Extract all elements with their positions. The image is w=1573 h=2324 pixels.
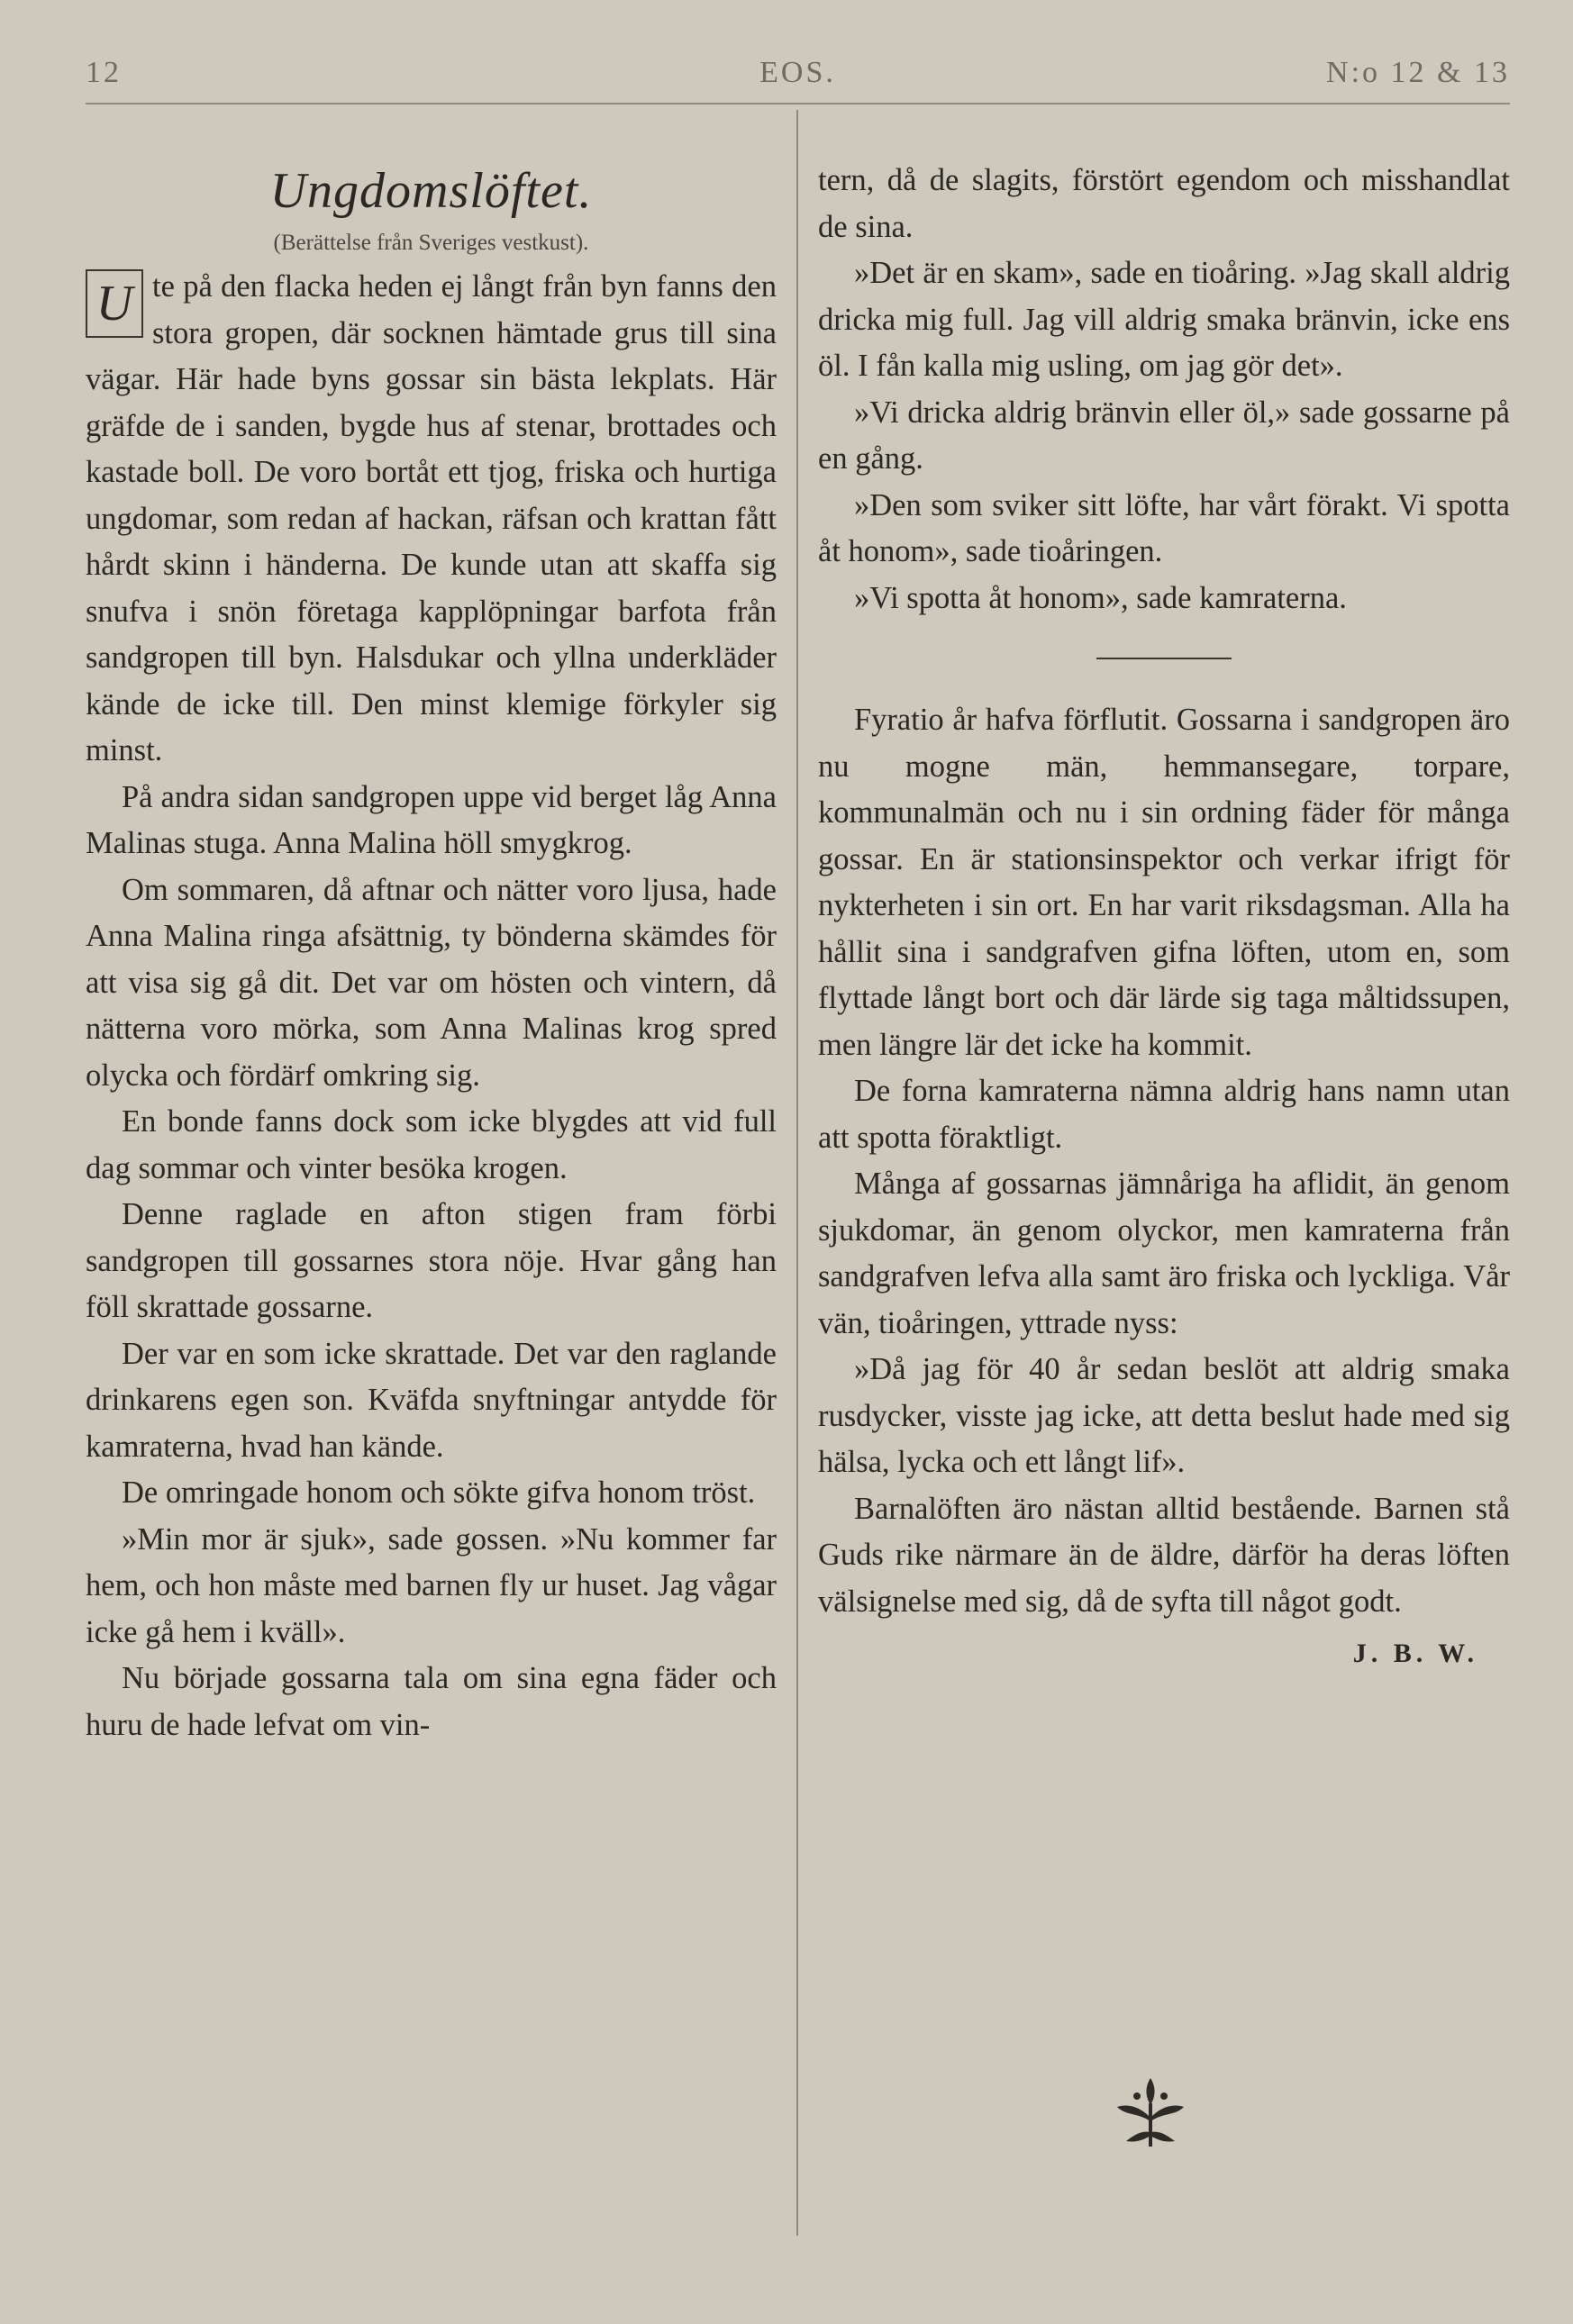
drop-cap: U: [86, 269, 143, 338]
paragraph: Nu började gossarna tala om sina egna fäder och huru de hade lefvat om vin-: [86, 1661, 777, 1742]
paragraph: De forna kamraterna nämna aldrig hans namn utan att spotta föraktligt.: [818, 1074, 1510, 1155]
paragraph: »Vi dricka aldrig bränvin eller öl,» sade gossarne på en gång.: [818, 395, 1510, 476]
paragraph: En bonde fanns dock som icke blygdes att vid full dag sommar och vinter besöka krogen.: [86, 1104, 777, 1185]
paragraph: tern, då de slagits, förstört egendom och misshandlat de sina.: [818, 163, 1510, 244]
paragraph: »Min mor är sjuk», sade gossen. »Nu kommer far hem, och hon måste med barnen fly ur huset. Jag vågar icke gå hem i kväll».: [86, 1521, 777, 1649]
issue-number: N:o 12 & 13: [1326, 56, 1510, 89]
paragraph: De omringade honom och sökte gifva honom tröst.: [122, 1475, 756, 1510]
author-signature: J. B. W.: [1352, 1639, 1478, 1668]
section-rule: [1096, 658, 1232, 659]
paragraph: »Då jag för 40 år sedan beslöt att aldrig smaka rusdycker, visste jag icke, att detta beslut hade med sig hälsa, lycka och ett långt lif».: [818, 1352, 1510, 1479]
running-header: [86, 56, 1510, 101]
paragraph: Denne raglade en afton stigen fram förbi sandgropen till gossarnes stora nöje. Hvar gång han föll skrattade gossarne.: [86, 1197, 777, 1324]
paragraph: »Det är en skam», sade en tioåring. »Jag skall aldrig dricka mig full. Jag vill aldrig smaka bränvin, icke ens öl. I fån kalla mig usling, om jag gör det».: [818, 256, 1510, 383]
page-number: 12: [86, 56, 122, 89]
column-divider: [796, 110, 798, 2236]
paragraph: Många af gossarnas jämnåriga ha aflidit, än genom sjukdomar, än genom olyckor, men kamraterna från sandgrafven lefva alla samt äro friska och lyckliga. Vår vän, tioåringen, yttrade nyss:: [818, 1167, 1510, 1340]
paragraph: »Den som sviker sitt löfte, har vårt förakt. Vi spotta åt honom», sade tioåringen.: [818, 487, 1510, 568]
paragraph: Barnalöften äro nästan alltid bestående. Barnen stå Guds rike närmare än de äldre, därför ha deras löften välsignelse med sig, då de syfta till något godt.: [818, 1491, 1510, 1619]
article-title: Ungdomslöftet.: [269, 163, 593, 219]
paragraph: Der var en som icke skrattade. Det var den raglande drinkarens egen son. Kväfda snyftningar antydde för kamraterna, hvad han kände.: [86, 1336, 777, 1464]
right-column: [818, 158, 1510, 1677]
paragraph: [86, 264, 777, 775]
paragraph-text: te på den flacka heden ej långt från byn fanns den stora gropen, där socknen hämtade grus till sina vägar. Här hade byns gossar sin bästa lekplats. Här gräfde de i sanden, bygde hus af stenar, brottades och kastade boll. De voro bortåt ett tjog, friska och hurtiga ungdomar, som redan af hackan, räfsan och krattan fått hårdt skinn i händerna. De kunde utan att skaffa sig snufva i snön företaga kapplöpningar barfota från sandgropen till byn. Halsdukar och yllna underkläder kände de icke till. Den minst klemige förkyler sig minst.: [86, 269, 777, 767]
paragraph: På andra sidan sandgropen uppe vid berget låg Anna Malinas stuga. Anna Malina höll smygkrog.: [86, 779, 777, 860]
paragraph: »Vi spotta åt honom», sade kamraterna.: [854, 580, 1347, 615]
paragraph: Om sommaren, då aftnar och nätter voro ljusa, hade Anna Malina ringa afsättnig, ty bönderna skämdes för att visa sig gå dit. Det var om hösten och vintern, då nätterna voro mörka, som Anna Malinas krog spred olycka och fördärf omkring sig.: [86, 872, 777, 1093]
floral-ornament-icon: [1110, 2076, 1191, 2148]
left-column: [86, 158, 777, 1748]
journal-title: EOS.: [759, 56, 836, 89]
article-subtitle: (Berättelse från Sveriges vestkust).: [273, 231, 589, 255]
paragraph: Fyratio år hafva förflutit. Gossarna i sandgropen äro nu mogne män, hemmansegare, torpare, kommunalmän och nu i sin ordning fäder för många gossar. En är stationsinspektor och verkar ifrigt för nykterheten i sin ort. En har varit riksdagsman. Alla ha hållit sina i sandgrafven gifna löften, utom en, som flyttade långt bort och där lärde sig taga måltidssupen, men längre lär det icke ha kommit.: [818, 703, 1510, 1062]
header-rule: [86, 103, 1510, 104]
